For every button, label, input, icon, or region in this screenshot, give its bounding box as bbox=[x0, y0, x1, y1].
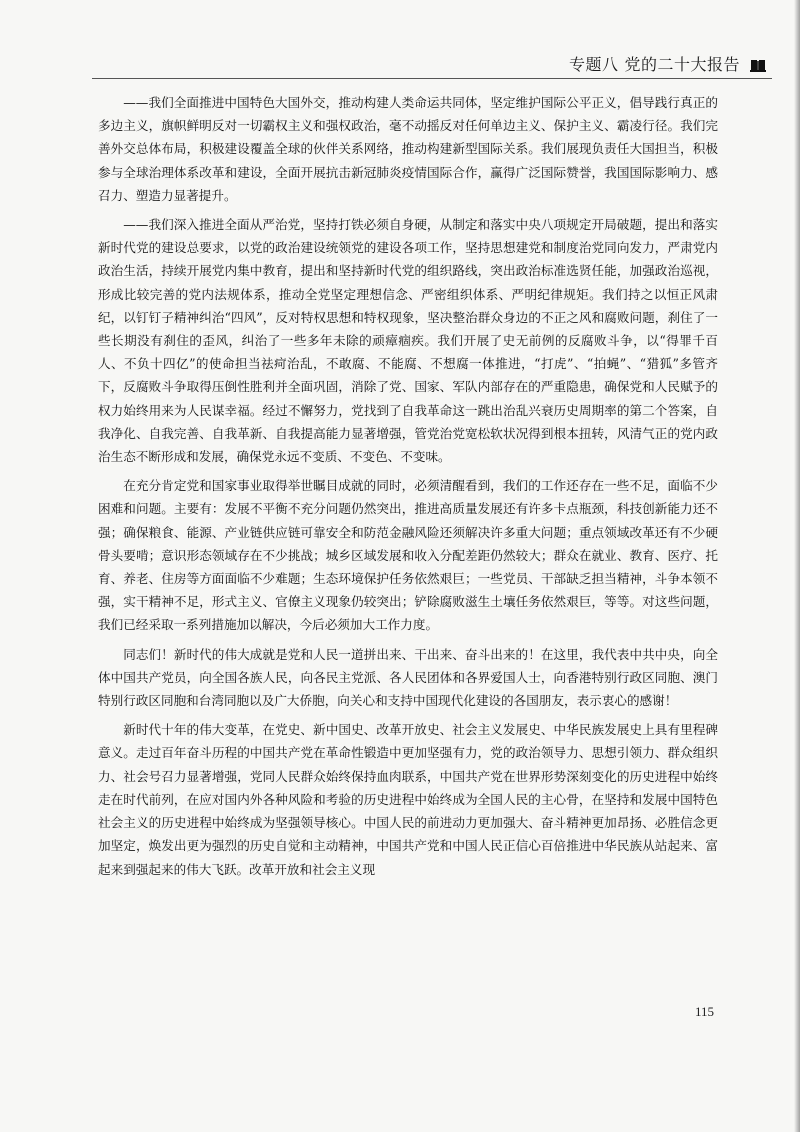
scan-edge-shadow bbox=[794, 0, 800, 1132]
paragraph-great-change: 新时代十年的伟大变革，在党史、新中国史、改革开放史、社会主义发展史、中华民族发展史上具有里程碑意义。走过百年奋斗历程的中国共产党在革命性锻造中更加坚强有力，党的政治领导力、思想引领力、群众组织力、社会号召力显著增强，党同人民群众始终保持血肉联系，中国共产党在世界形势深刻变化的历史进程中始终走在时代前列，在应对国内外各种风险和考验的历史进程中始终成为全国人民的主心骨，在坚持和发展中国特色社会主义的历史进程中始终成为坚强领导核心。中国人民的前进动力更加强大、奋斗精神更加昂扬、必胜信念更加坚定，焕发出更为强烈的历史自觉和主动精神，中国共产党和中国人民正信心百倍推进中华民族从站起来、富起来到强起来的伟大飞跃。改革开放和社会主义现 bbox=[98, 722, 718, 877]
paragraph-shortcomings: 在充分肯定党和国家事业取得举世瞩目成就的同时，必须清醒看到，我们的工作还存在一些不足，面临不少困难和问题。主要有：发展不平衡不充分问题仍然突出，推进高质量发展还有许多卡点瓶颈，科技创新能力还不强；确保粮食、能源、产业链供应链可靠安全和防范金融风险还须解决许多重大问题；重点领域改革还有不少硬骨头要啃；意识形态领域存在不少挑战；城乡区域发展和收入分配差距仍然较大；群众在就业、教育、医疗、托育、养老、住房等方面面临不少难题；生态环境保护任务依然艰巨；一些党员、干部缺乏担当精神，斗争本领不强，实干精神不足，形式主义、官僚主义现象仍较突出；铲除腐败滋生土壤任务依然艰巨，等等。对这些问题，我们已经采取一系列措施加以解决，今后必须加大工作力度。 bbox=[98, 478, 718, 633]
book-icon bbox=[750, 57, 766, 71]
paragraph-foreign-affairs: ——我们全面推进中国特色大国外交，推动构建人类命运共同体，坚定维护国际公平正义，倡导践行真正的多边主义，旗帜鲜明反对一切霸权主义和强权政治，毫不动摇反对任何单边主义、保护主义、霸凌行径。我们完善外交总体布局，积极建设覆盖全球的伙伴关系网络，推动构建新型国际关系。我们展现负责任大国担当，积极参与全球治理体系改革和建设，全面开展抗击新冠肺炎疫情国际合作，赢得广泛国际赞誉，我国国际影响力、感召力、塑造力显著提升。 bbox=[98, 95, 718, 203]
chapter-title: 党的二十大报告 bbox=[624, 55, 740, 74]
paragraph-party-governance: ——我们深入推进全面从严治党，坚持打铁必须自身硬，从制定和落实中央八项规定开局破题，提出和落实新时代党的建设总要求，以党的政治建设统领党的建设各项工作，坚持思想建党和制度治党同向发力，严肃党内政治生活，持续开展党内集中教育，提出和坚持新时代党的组织路线，突出政治标准选贤任能，加强政治巡视，形成比较完善的党内法规体系，推动全党坚定理想信念、严密组织体系、严明纪律规矩。我们持之以恒正风肃纪，以钉钉子精神纠治“四风”，反对特权思想和特权现象，坚决整治群众身边的不正之风和腐败问题，刹住了一些长期没有刹住的歪风，纠治了一些多年未除的顽瘴痼疾。我们开展了史无前例的反腐败斗争，以“得罪千百人、不负十四亿”的使命担当祛疴治乱，不敢腐、不能腐、不想腐一体推进，“打虎”、“拍蝇”、“猎狐”多管齐下，反腐败斗争取得压倒性胜利并全面巩固，消除了党、国家、军队内部存在的严重隐患，确保党和人民赋予的权力始终用来为人民谋幸福。经过不懈努力，党找到了自我革命这一跳出治乱兴衰历史周期率的第二个答案，自我净化、自我完善、自我革新、自我提高能力显著增强，管党治党宽松软状况得到根本扭转，风清气正的党内政治生态不断形成和发展，确保党永远不变质、不变色、不变味。 bbox=[98, 217, 718, 465]
page-number: 115 bbox=[694, 1004, 714, 1019]
running-header bbox=[569, 52, 766, 75]
section-label: 专题八 bbox=[568, 55, 619, 74]
header-divider bbox=[92, 78, 772, 79]
body-text bbox=[98, 91, 718, 887]
paragraph-gratitude: 同志们！新时代的伟大成就是党和人民一道拼出来、干出来、奋斗出来的！在这里，我代表中共中央，向全体中国共产党员，向全国各族人民，向各民主党派、各人民团体和各界爱国人士，向香港特别行政区同胞、澳门特别行政区同胞和台湾同胞以及广大侨胞，向关心和支持中国现代化建设的各国朋友，表示衷心的感谢！ bbox=[98, 646, 718, 709]
